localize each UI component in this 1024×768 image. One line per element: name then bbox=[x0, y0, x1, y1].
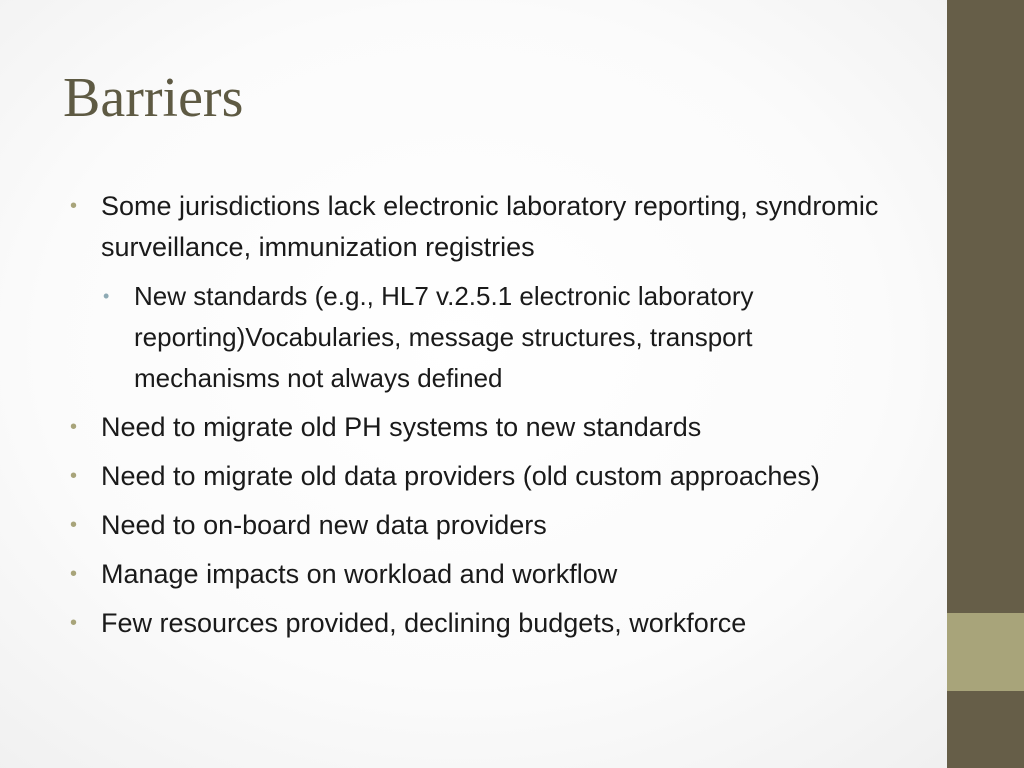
side-accent-block bbox=[947, 613, 1024, 691]
bullet-text: Need to on-board new data providers bbox=[101, 510, 547, 540]
sub-bullet-item bbox=[103, 276, 885, 399]
bullet-item bbox=[70, 456, 885, 497]
bullet-item bbox=[70, 186, 885, 268]
bullet-dot-icon: • bbox=[70, 514, 78, 536]
bullet-text: Some jurisdictions lack electronic laboratory reporting, syndromic surveillance, immunization registries bbox=[101, 191, 879, 262]
bullet-list bbox=[70, 186, 885, 652]
bullet-dot-icon: • bbox=[70, 416, 78, 438]
bullet-item bbox=[70, 603, 885, 644]
bullet-item bbox=[70, 407, 885, 448]
bullet-item bbox=[70, 554, 885, 595]
bullet-text: Few resources provided, declining budgets, workforce bbox=[101, 608, 747, 638]
bullet-dot-icon: • bbox=[70, 465, 78, 487]
bullet-dot-icon: • bbox=[70, 563, 78, 585]
bullet-text: New standards (e.g., HL7 v.2.5.1 electronic laboratory reporting)Vocabularies, message structures, transport mechanisms not always defined bbox=[134, 281, 754, 393]
bullet-item bbox=[70, 505, 885, 546]
bullet-text: Need to migrate old PH systems to new standards bbox=[101, 412, 702, 442]
bullet-text: Manage impacts on workload and workflow bbox=[101, 559, 618, 589]
bullet-dot-icon: • bbox=[70, 195, 78, 217]
bullet-dot-icon: • bbox=[103, 286, 110, 306]
slide-title: Barriers bbox=[63, 67, 244, 129]
bullet-dot-icon: • bbox=[70, 612, 78, 634]
bullet-text: Need to migrate old data providers (old custom approaches) bbox=[101, 461, 820, 491]
